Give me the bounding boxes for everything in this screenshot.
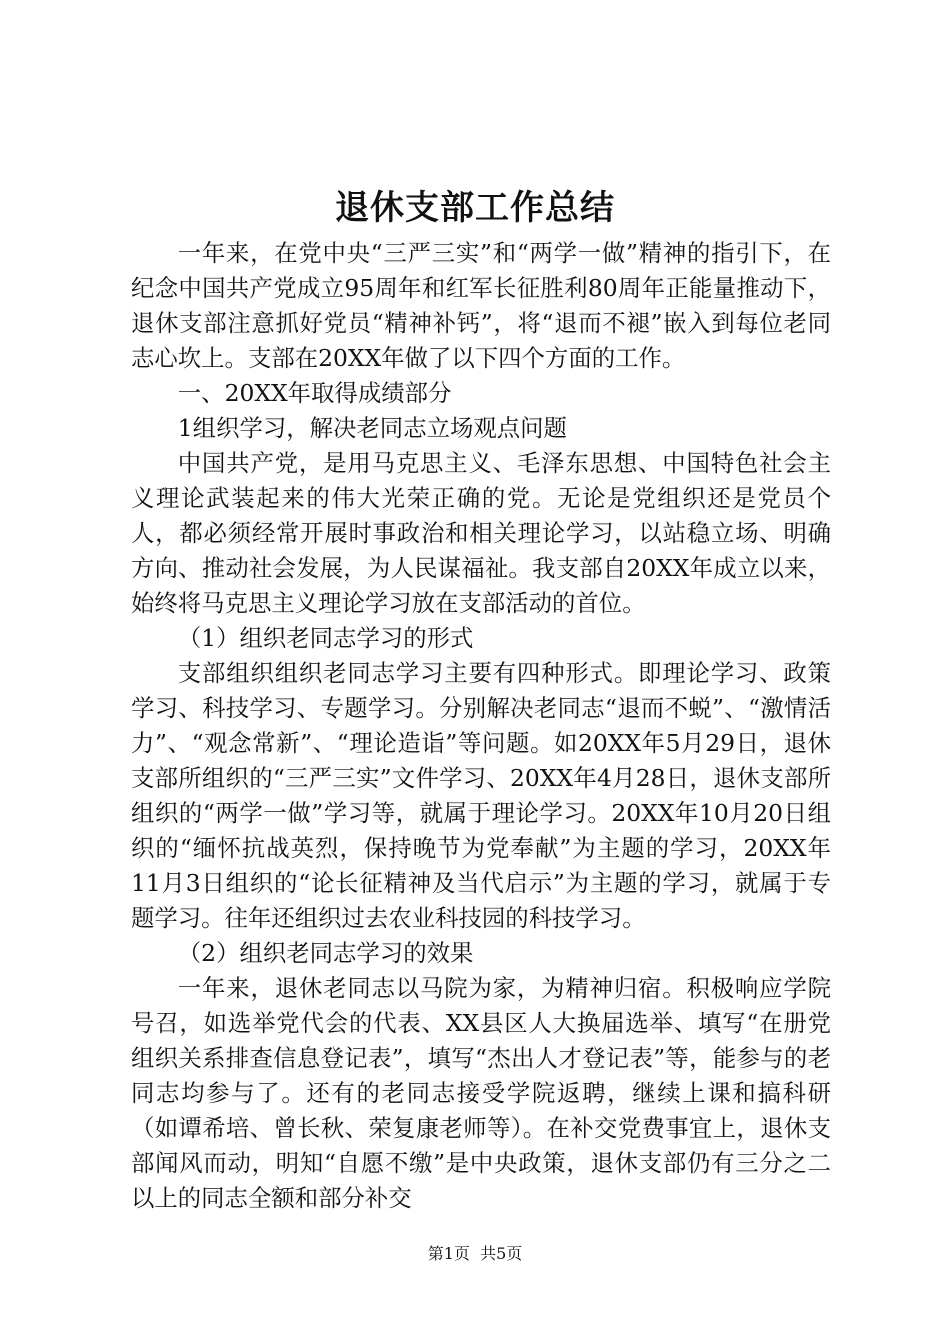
page-total: 共5页 [480, 1244, 523, 1263]
document-title: 退休支部工作总结 [335, 188, 615, 228]
document-body [131, 236, 831, 1216]
paragraph-intro: 一年来，在党中央“三严三实”和“两学一做”精神的指引下，在纪念中国共产党成立95周年和红军长征胜利80周年正能量推动下，退休支部注意抓好党员“精神补钙”，将“退而不褪”嵌入到每位老同志心坎上。支部在20XX年做了以下四个方面的工作。 [131, 239, 831, 372]
paragraph-party-theory: 中国共产党，是用马克思主义、毛泽东思想、中国特色社会主义理论武装起来的伟大光荣正确的党。无论是党组织还是党员个人，都必须经常开展时事政治和相关理论学习，以站稳立场、明确方向、推动社会发展，为人民谋福祉。我支部自20XX年成立以来，始终将马克思主义理论学习放在支部活动的首位。 [131, 449, 831, 617]
section-heading-achievements: 一、20XX年取得成绩部分 [177, 379, 452, 407]
subsection-heading-study: 1组织学习，解决老同志立场观点问题 [177, 414, 567, 442]
subsection-heading-study-effects: （2）组织老同志学习的效果 [177, 939, 474, 967]
page-number: 第1页 [427, 1244, 470, 1263]
page-footer [0, 1243, 950, 1265]
paragraph-study-effects: 一年来，退休老同志以马院为家，为精神归宿。积极响应学院号召，如选举党代会的代表、XX县区人大换届选举、填写“在册党组织关系排查信息登记表”，填写“杰出人才登记表”等，能参与的老同志均参与了。还有的老同志接受学院返聘，继续上课和搞科研（如谭希培、曾长秋、荣复康老师等）。在补交党费事宜上，退休支部闻风而动，明知“自愿不缴”是中央政策，退休支部仍有三分之二以上的同志全额和部分补交 [131, 974, 831, 1212]
subsection-heading-study-forms: （1）组织老同志学习的形式 [177, 624, 474, 652]
paragraph-study-forms: 支部组织组织老同志学习主要有四种形式。即理论学习、政策学习、科技学习、专题学习。分别解决老同志“退而不蜕”、“激情活力”、“观念常新”、“理论造诣”等问题。如20XX年5月29日，退休支部所组织的“三严三实”文件学习、20XX年4月28日，退休支部所组织的“两学一做”学习等，就属于理论学习。20XX年10月20日组织的“缅怀抗战英烈，保持晚节为党奉献”为主题的学习，20XX年11月3日组织的“论长征精神及当代启示”为主题的学习，就属于专题学习。往年还组织过去农业科技园的科技学习。 [131, 659, 831, 932]
